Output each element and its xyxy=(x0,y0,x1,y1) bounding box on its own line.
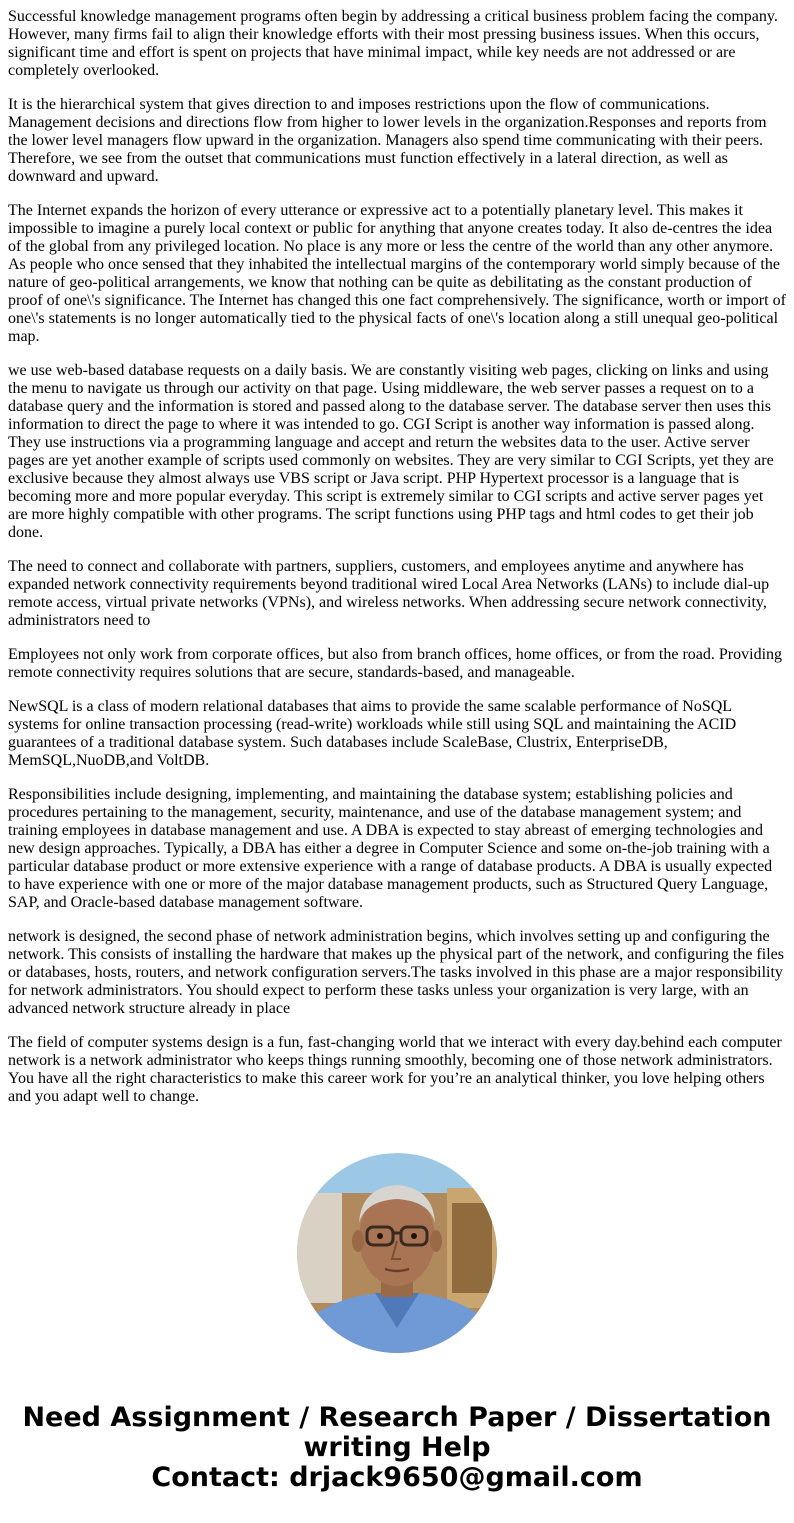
paragraph-knowledge-management: Successful knowledge management programs often begin by addressing a critical business problem facing the company. However, many firms fail to align their knowledge efforts with their most pressing business issues. When this occurs, significant time and effort is spent on projects that have minimal impact, while key needs are not addressed or are completely overlooked. xyxy=(8,8,778,79)
paragraph-network-setup: network is designed, the second phase of network administration begins, which involves setting up and configuring the network. This consists of installing the hardware that makes up the physical part of the network, and configuring the files or databases, hosts, routers, and network configuration servers.The tasks involved in this phase are a major responsibility for network administrators. You should expect to perform these tasks unless your organization is very large, with an advanced network structure already in place xyxy=(8,928,784,1017)
paragraph-internet-horizon: The Internet expands the horizon of every utterance or expressive act to a potentially planetary level. This makes it impossible to imagine a purely local context or public for anything that anyone creates today. It also de-centres the idea of the global from any privileged location. No place is any more or less the centre of the world than any other anymore. As people who once sensed that they inhabited the intellectual margins of the contemporary world simply because of the nature of geo-political arrangements, we know that nothing can be quite as debilitating as the constant production of proof of one\'s significance. The Internet has changed this one fact comprehensively. The significance, worth or import of one\'s statements is no longer automatically tied to the physical facts of one\'s location along a still unequal geo-political map. xyxy=(8,202,786,345)
paragraph-computer-systems-design: The field of computer systems design is a fun, fast-changing world that we interact with every day.behind each computer network is a network administrator who keeps things running smoothly, becoming one of those network administrators. You have all the right characteristics to make this career work for you’re an analytical thinker, you love helping others and you adapt well to change. xyxy=(8,1034,782,1105)
author-avatar xyxy=(297,1153,497,1353)
contact-banner xyxy=(0,1403,794,1493)
paragraph-newsql: NewSQL is a class of modern relational databases that aims to provide the same scalable performance of NoSQL systems for online transaction processing (read-write) workloads while still using SQL and maintaining the ACID guarantees of a traditional database system. Such databases include ScaleBase, Clustrix, EnterpriseDB, MemSQL,NuoDB,and VoltDB. xyxy=(8,698,737,769)
cta-contact-email: Contact: drjack9650@gmail.com xyxy=(151,1462,643,1493)
paragraph-web-database-requests: we use web-based database requests on a daily basis. We are constantly visiting web pages, clicking on links and using the menu to navigate us through our activity on that page. Using middleware, the web server passes a request on to a database query and the information is stored and passed along to the database server. The database server then uses this information to direct the page to where it was intended to go. CGI Script is another way information is passed along. They use instructions via a programming language and accept and return the websites data to the user. Active server pages are yet another example of scripts used commonly on websites. They are very similar to CGI Scripts, yet they are exclusive because they almost always use VBS script or Java script. PHP Hypertext processor is a language that is becoming more and more popular everyday. This script is extremely similar to CGI scripts and active server pages yet are more highly compatible with other programs. The script functions using PHP tags and html codes to get their job done. xyxy=(8,362,774,541)
cta-line-2: writing Help xyxy=(303,1432,491,1463)
paragraph-remote-connectivity: Employees not only work from corporate offices, but also from branch offices, home offices, or from the road. Providing remote connectivity requires solutions that are secure, standards-based, and manageable. xyxy=(8,646,783,681)
paragraph-dba-responsibilities: Responsibilities include designing, implementing, and maintaining the database system; establishing policies and procedures pertaining to the management, security, maintenance, and use of the database management system; and training employees in database management and use. A DBA is expected to stay abreast of emerging technologies and new design approaches. Typically, a DBA has either a degree in Computer Science and some on-the-job training with a particular database product or more extensive experience with a range of database products. A DBA is usually expected to have experience with one or more of the major database management products, such as Structured Query Language, SAP, and Oracle-based database management software. xyxy=(8,786,773,911)
paragraph-hierarchical-communication: It is the hierarchical system that gives direction to and imposes restrictions upon the flow of communications. Management decisions and directions flow from higher to lower levels in the organization.Responses and reports from the lower level managers flow upward in the organization. Managers also spend time communicating with their peers. Therefore, we see from the outset that communications must function effectively in a lateral direction, as well as downward and upward. xyxy=(8,96,767,185)
paragraph-network-connectivity: The need to connect and collaborate with partners, suppliers, customers, and employees anytime and anywhere has expanded network connectivity requirements beyond traditional wired Local Area Networks (LANs) to include dial-up remote access, virtual private networks (VPNs), and wireless networks. When addressing secure network connectivity, administrators need to xyxy=(8,558,770,629)
cta-line-1: Need Assignment / Research Paper / Dissertation xyxy=(22,1402,772,1433)
author-photo xyxy=(297,1153,497,1353)
